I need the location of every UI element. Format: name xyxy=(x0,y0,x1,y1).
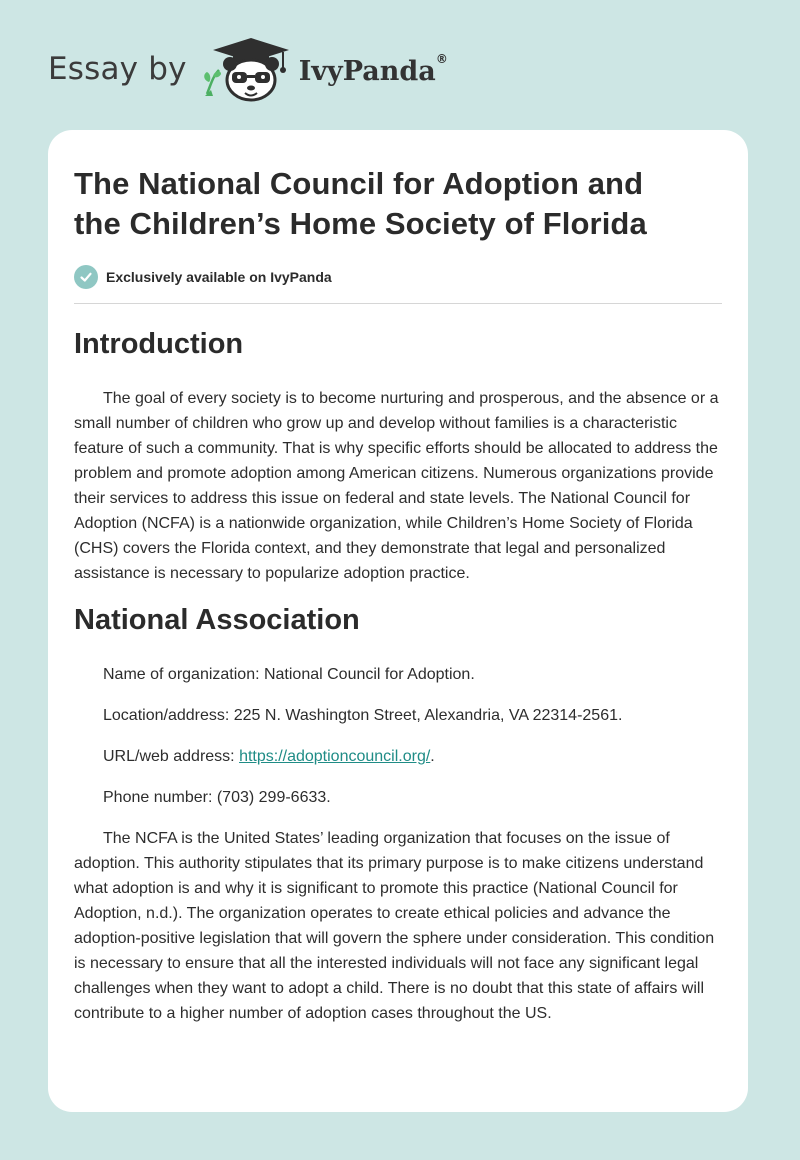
ncfa-line: understand what adoption is and why it is significant to promote this practice (National xyxy=(74,855,704,897)
essay-title-line-1: The National Council for Adoption and xyxy=(74,166,644,201)
url-suffix: . xyxy=(430,748,435,765)
essay-title xyxy=(74,164,722,244)
intro-line: The goal of every society is to become nurturing and prosperous, and the absence xyxy=(103,390,687,407)
ncfa-line: Council for Adoption, n.d.). The organization operates to create ethical policies and xyxy=(74,880,678,922)
ncfa-paragraph xyxy=(74,826,722,1026)
introduction-heading: Introduction xyxy=(74,328,244,360)
ncfa-line: advance the adoption-positive legislation that will govern the sphere under xyxy=(74,905,671,947)
national-association-heading: National Association xyxy=(74,604,360,636)
title-divider xyxy=(74,303,722,304)
brand-header xyxy=(48,34,448,106)
introduction-paragraph xyxy=(74,386,722,586)
ncfa-line: throughout the US. xyxy=(417,1005,552,1022)
intro-line: or a small number of children who grow up and develop without families is a xyxy=(74,390,719,432)
brand-name-text: IvyPanda xyxy=(298,55,436,87)
intro-line: demonstrate that legal and personalized assistance is necessary to popularize adoption xyxy=(74,540,666,582)
url-label: URL/web address: xyxy=(103,748,240,765)
intro-line: allocated to address the problem and promote adoption among American citizens. xyxy=(74,440,718,482)
panda-graduate-logo-icon[interactable] xyxy=(201,34,297,106)
essay-card xyxy=(48,130,748,1112)
brand-name[interactable] xyxy=(298,51,448,87)
ncfa-line: The NCFA is the United States’ leading organization that focuses on the issue of xyxy=(103,830,670,847)
intro-line: while Children’s Home Society of Florida (CHS) covers the Florida context, and they xyxy=(74,515,693,557)
intro-line: practice. xyxy=(409,565,470,582)
ncfa-line: adoption. This authority stipulates that its primary purpose is to make citizens xyxy=(74,855,619,872)
organization-phone: Phone number: (703) 299-6633. xyxy=(103,789,331,806)
exclusive-badge xyxy=(74,264,722,290)
ncfa-line: no doubt that this state of affairs will contribute to a higher number of adoption cases xyxy=(74,980,705,1022)
exclusive-text: Exclusively available on IvyPanda xyxy=(106,269,332,285)
essay-title-line-2: the Children’s Home Society of Florida xyxy=(74,206,647,241)
organization-url xyxy=(74,744,722,769)
organization-location: Location/address: 225 N. Washington Street, Alexandria, VA 22314-2561. xyxy=(103,707,623,724)
check-icon xyxy=(74,265,98,289)
registered-mark: ® xyxy=(435,51,448,66)
organization-name: Name of organization: National Council for Adoption. xyxy=(103,666,475,683)
intro-line: characteristic feature of such a community. That is why specific efforts should be xyxy=(74,415,677,457)
ncfa-line: will not face any significant legal challenges when they want to adopt a child. There is xyxy=(74,955,699,997)
brand-prefix: Essay by xyxy=(48,51,187,87)
ncfa-line: consideration. This condition is necessary to ensure that all the interested individuals xyxy=(74,930,715,972)
intro-line: state levels. The National Council for Adoption (NCFA) is a nationwide organization, xyxy=(74,490,691,532)
intro-line: Numerous organizations provide their services to address this issue on federal and xyxy=(74,465,714,507)
adoption-council-link[interactable]: https://adoptioncouncil.org/ xyxy=(239,748,431,765)
